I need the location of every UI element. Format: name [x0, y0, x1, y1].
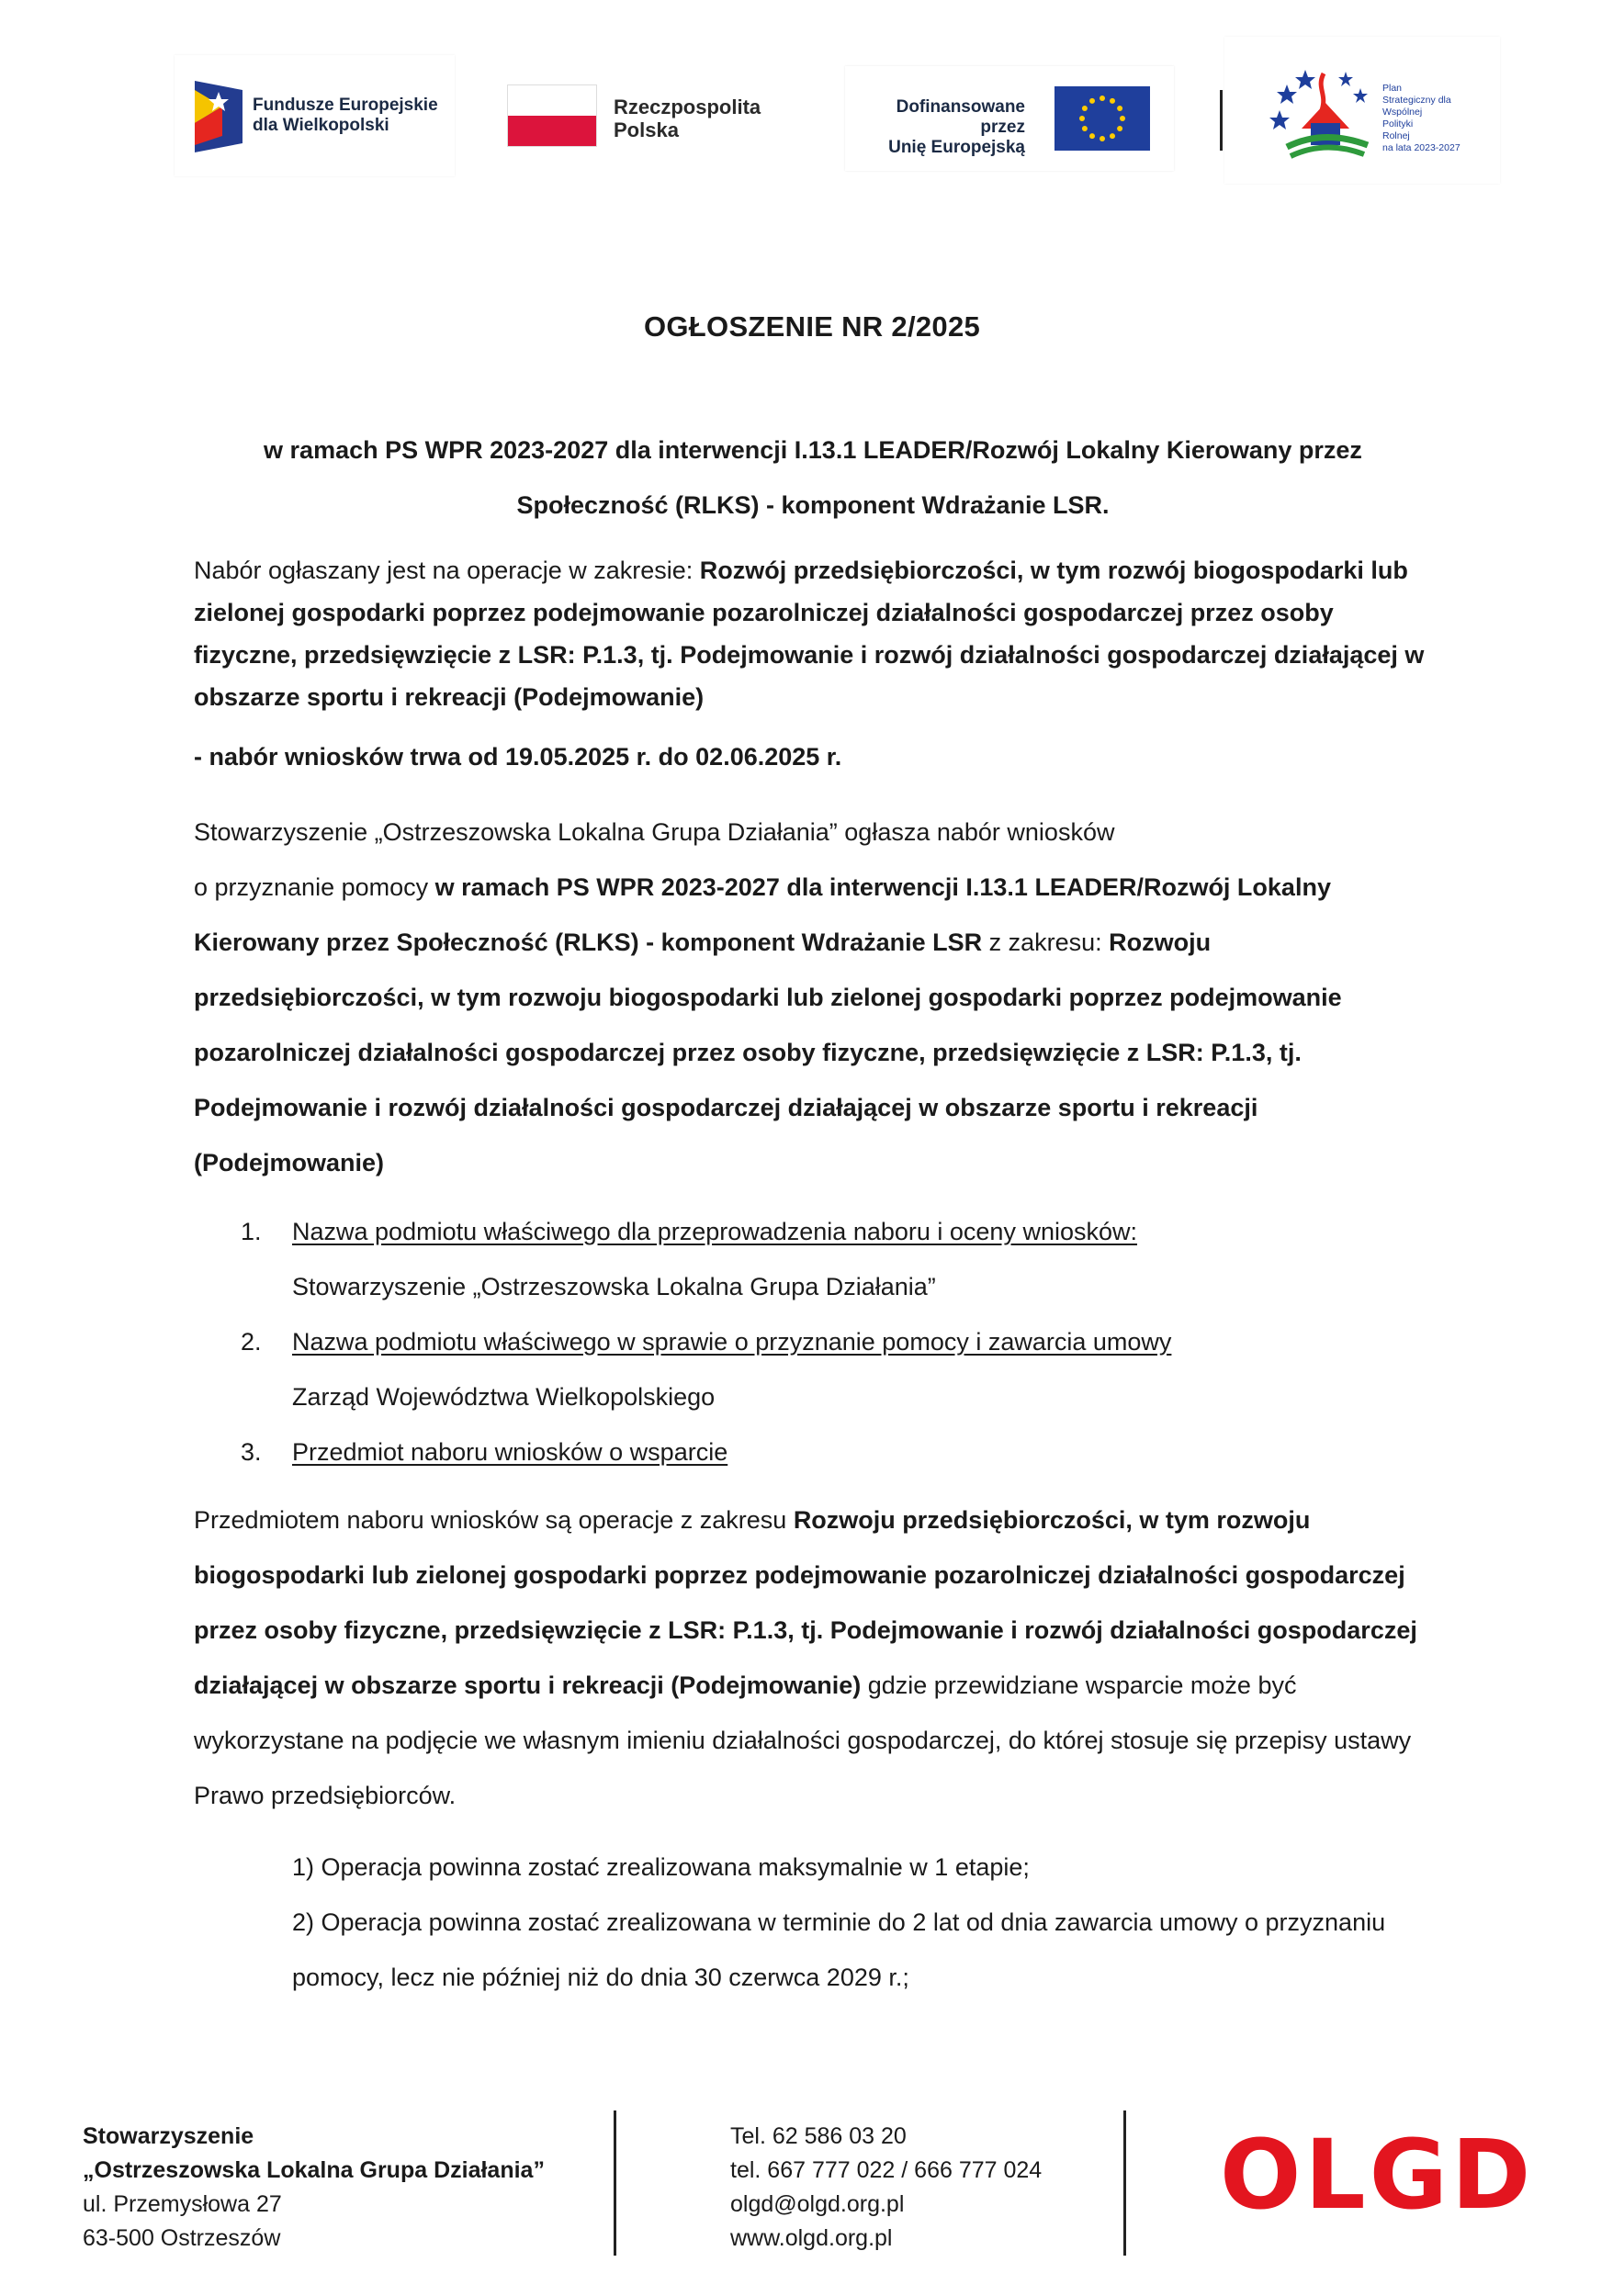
footer-address — [83, 2120, 597, 2256]
eu-star-icon — [1117, 126, 1122, 131]
footer-org-line-1: Stowarzyszenie — [83, 2123, 254, 2149]
subject-plain-2: gdzie przewidziane wsparcie może być wykorzystane na podjęcie we własnym imieniu działalności gospodarczej, do której stosuje się przepisy ustawy Prawo przedsiębiorców. — [194, 1671, 1412, 1809]
announcement-subtitle — [184, 422, 1442, 533]
footer-contact — [730, 2120, 1162, 2256]
eu-star-icon — [1089, 133, 1095, 139]
rp-logo-text: Rzeczpospolita Polska — [614, 96, 761, 142]
polish-flag-icon — [507, 84, 597, 147]
intro-paragraph — [194, 549, 1443, 718]
list-heading: Nazwa podmiotu właściwego dla przeprowadzenia naboru i oceny wniosków: — [292, 1218, 1137, 1245]
announcement-title: OGŁOSZENIE NR 2/2025 — [643, 310, 981, 343]
ps-logo-text: Plan Strategiczny dla Wspólnej Polityki Rolnej na lata 2023-2027 — [1382, 83, 1460, 153]
fe-logo-text: Fundusze Europejskie dla Wielkopolski — [253, 96, 438, 135]
list-value: Stowarzyszenie „Ostrzeszowska Lokalna Grupa Działania” — [292, 1273, 936, 1300]
ps-wpr-emblem-icon — [1269, 57, 1379, 167]
footer-phone: Tel. 62 586 03 20 — [730, 2123, 907, 2149]
eu-star-icon — [1082, 106, 1088, 111]
fundusze-europejskie-logo — [175, 55, 455, 176]
operation-item-1: 1) Operacja powinna zostać zrealizowana maksymalnie w 1 etapie; — [292, 1853, 1030, 1881]
olgd-logo: OLGD — [1220, 2119, 1535, 2231]
announcement-bold-2: Rozwoju przedsiębiorczości, w tym rozwoju biogospodarki lub zielonej gospodarki poprzez podejmowanie pozarolniczej działalności gospodarczej przez osoby fizyczne, przedsięwzięcie z LSR: P.1.3, tj. Podejmowanie i rozwój działalności gospodarczej działającej w obszarze sportu i rekreacji (Podejmowanie) — [194, 929, 1342, 1176]
subject-plain-1: Przedmiotem naboru wniosków są operacje z zakresu — [194, 1506, 794, 1534]
list-value: Zarząd Województwa Wielkopolskiego — [292, 1383, 716, 1411]
announcement-paragraph — [194, 805, 1443, 1190]
intro-bold: Rozwój przedsiębiorczości, w tym rozwój biogospodarki lub zielonej gospodarki poprzez podejmowanie pozarolniczej działalności gospodarczej przez osoby fizyczne, przedsięwzięcie z LSR: P.1.3, tj. Podejmowanie i rozwój działalności gospodarczej działającej w obszarze sportu i rekreacji (Podejmowanie) — [194, 557, 1425, 711]
footer-divider-1 — [614, 2110, 616, 2256]
eu-star-icon — [1110, 133, 1115, 139]
announcement-plain-2: o przyznanie pomocy — [194, 873, 435, 901]
footer-city: 63-500 Ostrzeszów — [83, 2225, 281, 2251]
announcement-bold-1: w ramach PS WPR 2023-2027 dla interwencji I.13.1 LEADER/Rozwój Lokalny Kierowany przez Społeczność (RLKS) - komponent Wdrażanie LSR — [194, 873, 1331, 956]
eu-star-icon — [1110, 98, 1115, 104]
subtitle-line-2: Społeczność (RLKS) - komponent Wdrażanie LSR. — [516, 491, 1110, 519]
eu-star-icon — [1079, 116, 1085, 121]
eu-star-icon — [1082, 126, 1088, 131]
eu-star-icon — [1117, 106, 1122, 111]
list-item — [241, 1204, 1435, 1259]
eu-star-icon — [1100, 136, 1105, 141]
announcement-plain-3: z zakresu: — [982, 929, 1110, 956]
header-separator — [1220, 90, 1223, 151]
list-heading: Nazwa podmiotu właściwego w sprawie o przyznanie pomocy i zawarcia umowy — [292, 1328, 1172, 1356]
list-item — [241, 1314, 1435, 1369]
eu-star-icon — [1120, 116, 1125, 121]
subtitle-line-1: w ramach PS WPR 2023-2027 dla interwencji I.13.1 LEADER/Rozwój Lokalny Kierowany przez — [264, 436, 1362, 464]
footer-org-line-2: „Ostrzeszowska Lokalna Grupa Działania” — [83, 2157, 545, 2183]
footer-street: ul. Przemysłowa 27 — [83, 2191, 282, 2217]
eu-logo-text: Dofinansowane przez Unię Europejską — [888, 97, 1025, 157]
list-heading: Przedmiot naboru wniosków o wsparcie — [292, 1438, 728, 1466]
eu-star-icon — [1089, 98, 1095, 104]
eu-star-icon — [1100, 96, 1105, 101]
operation-item-2: 2) Operacja powinna zostać zrealizowana w terminie do 2 lat od dnia zawarcia umowy o przyznaniu pomocy, lecz nie później niż do dnia 30 czerwca 2029 r.; — [292, 1908, 1386, 1991]
footer-website-link[interactable]: www.olgd.org.pl — [730, 2225, 893, 2251]
operations-list — [292, 1840, 1440, 2005]
intro-plain: Nabór ogłaszany jest na operacje w zakresie: — [194, 557, 700, 584]
eu-cofinancing-logo — [845, 66, 1174, 171]
footer-divider-2 — [1123, 2110, 1126, 2256]
footer-email-link[interactable]: olgd@olgd.org.pl — [730, 2191, 905, 2217]
subject-paragraph — [194, 1492, 1443, 1823]
plan-strategiczny-logo — [1224, 37, 1500, 184]
eu-flag-icon — [1054, 86, 1150, 151]
list-number: 3. — [241, 1438, 262, 1466]
list-item — [241, 1424, 1435, 1480]
footer-mobile: tel. 667 777 022 / 666 777 024 — [730, 2157, 1043, 2183]
numbered-list — [241, 1204, 1435, 1480]
list-number: 1. — [241, 1218, 262, 1245]
submission-dates: - nabór wniosków trwa od 19.05.2025 r. do 02.06.2025 r. — [194, 743, 842, 771]
announcement-plain-1: Stowarzyszenie „Ostrzeszowska Lokalna Grupa Działania” ogłasza nabór wniosków — [194, 818, 1115, 846]
list-number: 2. — [241, 1328, 262, 1356]
rzeczpospolita-polska-logo — [496, 64, 790, 165]
subject-bold: Rozwoju przedsiębiorczości, w tym rozwoju biogospodarki lub zielonej gospodarki poprzez podejmowanie pozarolniczej działalności gospodarczej przez osoby fizyczne, przedsięwzięcie z LSR: P.1.3, tj. Podejmowanie i rozwój działalności gospodarczej działającej w obszarze sportu i rekreacji (Podejmowanie) — [194, 1506, 1417, 1699]
fe-flag-icon — [195, 81, 242, 152]
